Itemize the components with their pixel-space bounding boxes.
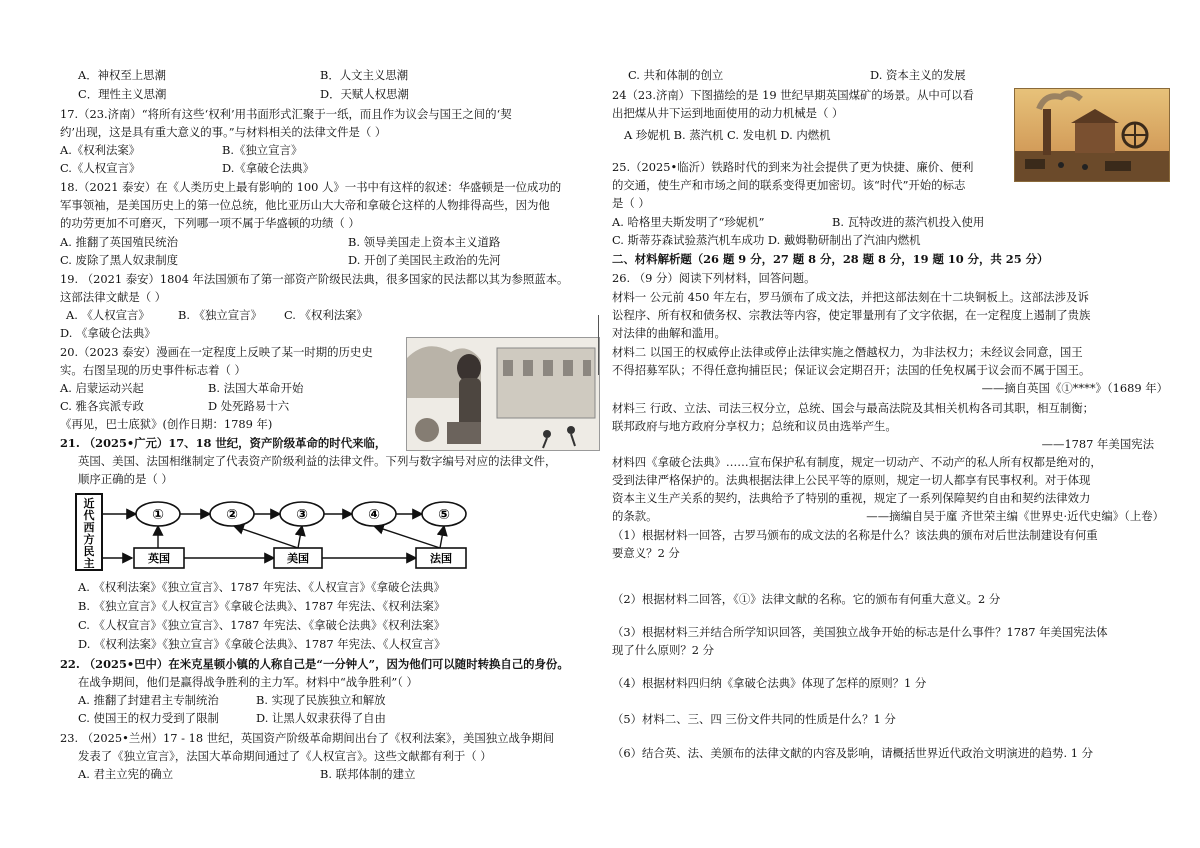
- left-text-line-l27: B. 法国大革命开始: [208, 381, 304, 395]
- constitution-flow-diagram: [74, 490, 474, 574]
- diagram-vertical-char: 近: [83, 497, 95, 510]
- left-text-line-l06: 约’出现，这是具有重大意义的事。”与材料相关的法律文件是（ ）: [60, 125, 387, 139]
- diagram-vertical-char: 主: [83, 557, 95, 570]
- right-text-line-r13: 26. （9 分）阅读下列材料，回答问题。: [612, 271, 816, 285]
- right-text-line-r19: ——摘自英国《①****》（1689 年）: [981, 381, 1168, 395]
- left-text-line-l29: D 处死路易十六: [208, 399, 290, 413]
- left-text-line-l07: A.《权利法案》: [60, 143, 141, 157]
- left-text-line-l22: C. 《权利法案》: [284, 308, 368, 322]
- right-text-line-r02: D. 资本主义的发展: [870, 68, 966, 82]
- right-text-line-r07: 的交通，使生产和市场之间的联系变得更加密切。该“时代”开始的标志: [612, 178, 966, 192]
- left-text-line-l39: 在战争期间，他们是赢得战争胜利的主力军。材料中“战争胜利”（ ）: [78, 675, 418, 689]
- diagram-node-label: ⑤: [438, 507, 450, 523]
- left-text-line-l02: B．人文主义思潮: [320, 68, 409, 82]
- right-text-line-r18: 不得招募军队；不得任意拘捕臣民；保证议会定期召开；法国的任免权属于议会而不属于国王。: [612, 363, 1091, 377]
- left-text-line-l26: A. 启蒙运动兴起: [60, 381, 144, 395]
- right-text-line-r15: 讼程序、所有权和债务权、宗教法等内容，使定罪量刑有了文字依据，在一定程度上遏制了贵族: [612, 308, 1091, 322]
- column-divider: [598, 315, 599, 375]
- right-text-line-r12: 二、材料解析题（26 题 9 分，27 题 8 分，28 题 8 分，19 题 10 分，共 25 分）: [612, 252, 1049, 266]
- left-text-line-l41: B. 实现了民族独立和解放: [256, 693, 386, 707]
- left-text-line-l47: B. 联邦体制的建立: [320, 767, 416, 781]
- left-text-line-l30: 《再见，巴士底狱》(创作日期：1789 年): [60, 417, 273, 431]
- right-text-line-r25: 资本主义生产关系的契约，法典给予了特别的重视，规定了一系列保障契约自由和契约法律效力: [612, 491, 1091, 505]
- left-text-line-l09: C.《人权宣言》: [60, 161, 141, 175]
- left-text-line-l04: D．天赋人权思潮: [320, 87, 409, 101]
- coal-mine-drawing: [1015, 89, 1169, 181]
- left-text-line-l05: 17.（23.济南）“将所有这些‘权利’用书面形式汇聚于一纸，而且作为议会与国王之间的‘契: [60, 107, 512, 121]
- right-text-line-r35: （6）结合英、法、美颁布的法律文献的内容及影响，请概括世界近代政治文明演进的趋势. 1 分: [612, 746, 1093, 760]
- left-text-line-l19: 这部法律文献是（ ）: [60, 290, 167, 304]
- right-text-line-r33: （4）根据材料四归纳《拿破仑法典》体现了怎样的原则？1 分: [612, 676, 927, 690]
- right-text-line-r21: 联邦政府与地方政府分享权力；总统和议员由选举产生。: [612, 419, 897, 433]
- bastille-cartoon-image: [406, 337, 600, 451]
- right-text-line-r10: B. 瓦特改进的蒸汽机投入使用: [832, 215, 985, 229]
- left-text-line-l16: C. 废除了黑人奴隶制度: [60, 253, 179, 267]
- diagram-country-label: 美国: [287, 552, 309, 565]
- diagram-vertical-char: 西: [83, 521, 95, 534]
- left-text-line-l20: A. 《人权宣言》: [66, 308, 150, 322]
- left-text-line-l18: 19. （2021 泰安）1804 年法国颁布了第一部资产阶级民法典，很多国家的民法都以其为参照蓝本。: [60, 272, 569, 286]
- left-text-line-l03: C．理性主义思潮: [78, 87, 167, 101]
- right-text-line-r03: 24（23.济南）下图描绘的是 19 世纪早期英国煤矿的场景。从中可以看: [612, 88, 974, 102]
- left-text-line-l40: A. 推翻了封建君主专制统治: [78, 693, 219, 707]
- right-text-line-r04: 出把煤从井下运到地面使用的动力机械是（ ）: [612, 106, 844, 120]
- right-text-line-r09: A. 哈格里夫斯发明了“珍妮机”: [612, 215, 765, 229]
- left-text-line-l14: A. 推翻了英国殖民统治: [60, 235, 178, 249]
- left-text-line-l35: B. 《独立宣言》《人权宣言》《拿破仑法典》、1787 年宪法、《权利法案》: [78, 599, 446, 613]
- right-text-line-r29: 要意义？2 分: [612, 546, 680, 560]
- right-text-line-r06: 25.（2025•临沂）铁路时代的到来为社会提供了更为快捷、廉价、便利: [612, 160, 974, 174]
- diagram-node-label: ①: [152, 507, 164, 523]
- right-text-line-r27: ——摘编自吴于廑 齐世荣主编《世界史·近代史编》（上卷）: [866, 509, 1164, 523]
- diagram-node-label: ④: [368, 507, 380, 523]
- left-text-line-l46: A. 君主立宪的确立: [78, 767, 174, 781]
- right-text-line-r23: 材料四《拿破仑法典》……宣布保护私有制度，规定一切动产、不动产的私人所有权都是绝对的，: [612, 455, 1102, 469]
- left-text-line-l45: 发表了《独立宣言》，法国大革命期间通过了《人权宣言》。这些文献都有利于（ ）: [78, 749, 492, 763]
- diagram-node-label: ②: [226, 507, 238, 523]
- left-text-line-l34: A. 《权利法案》《独立宣言》、1787 年宪法、《人权宣言》《拿破仑法典》: [78, 580, 445, 594]
- left-text-line-l15: B. 领导美国走上资本主义道路: [348, 235, 501, 249]
- right-text-line-r30: （2）根据材料二回答，《①》法律文献的名称。它的颁布有何重大意义。2 分: [612, 592, 1001, 606]
- right-text-line-r20: 材料三 行政、立法、司法三权分立，总统、国会与最高法院及其相关机构各司其职，相互制衡；: [612, 401, 1095, 415]
- left-text-line-l44: 23. （2025•兰州）17 - 18 世纪，英国资产阶级革命期间出台了《权利法案》，美国独立战争期间: [60, 731, 555, 745]
- right-text-line-r28: （1）根据材料一回答，古罗马颁布的成文法的名称是什么？该法典的颁布对后世法制建设有何重: [612, 528, 1098, 542]
- left-text-line-l12: 军事领袖，是美国历史上的第一位总统，他比亚历山大大帝和拿破仑这样的人物排得高些，因为他: [60, 198, 550, 212]
- left-text-line-l08: B.《独立宣言》: [222, 143, 303, 157]
- diagram-node-label: ③: [296, 507, 308, 523]
- right-text-line-r32: 现了什么原则？2 分: [612, 643, 714, 657]
- left-text-line-l17: D. 开创了美国民主政治的先河: [348, 253, 501, 267]
- right-text-line-r01: C. 共和体制的创立: [628, 68, 724, 82]
- left-text-line-l24: 20.（2023 泰安）漫画在一定程度上反映了某一时期的历史史: [60, 345, 373, 359]
- coal-mine-painting: [1014, 88, 1170, 182]
- left-text-line-l37: D. 《权利法案》《独立宣言》《拿破仑法典》、1787 年宪法、《人权宣言》: [78, 637, 446, 651]
- left-text-line-l13: 的功劳更加不可磨灭，下列哪一项不属于华盛顿的功绩（ ）: [60, 216, 360, 230]
- right-text-line-r26: 的条款。: [612, 509, 658, 523]
- left-text-line-l01: A．神权至上思潮: [78, 68, 166, 82]
- right-text-line-r24: 受到法律严格保护的。法典根据法律上公民平等的原则，规定一切人都享有民事权利。对于体现: [612, 473, 1091, 487]
- left-text-line-l42: C. 使国王的权力受到了限制: [78, 711, 219, 725]
- left-text-line-l21: B. 《独立宣言》: [178, 308, 262, 322]
- right-text-line-r22: ——1787 年美国宪法: [1041, 437, 1154, 451]
- left-text-line-l31: 21. （2025•广元）17、18 世纪，资产阶级革命的时代来临，: [60, 436, 387, 450]
- left-text-line-l38: 22. （2025•巴中）在米克星顿小镇的人称自己是“一分钟人”，因为他们可以随时转换自己的身份。: [60, 657, 569, 671]
- left-text-line-l28: C. 雅各宾派专政: [60, 399, 144, 413]
- left-text-line-l10: D.《拿破仑法典》: [222, 161, 315, 175]
- right-text-line-r11: C. 斯蒂芬森试验蒸汽机车成功 D. 戴姆勒研制出了汽油内燃机: [612, 233, 921, 247]
- left-text-line-l43: D. 让黑人奴隶获得了自由: [256, 711, 386, 725]
- left-text-line-l32: 英国、美国、法国相继制定了代表资产阶级利益的法律文件。下列与数字编号对应的法律文件，: [78, 454, 557, 468]
- right-text-line-r17: 材料二 以国王的权威停止法律或停止法律实施之僭越权力，为非法权力；未经议会同意，国王: [612, 345, 1083, 359]
- left-text-line-l23: D. 《拿破仑法典》: [60, 326, 156, 340]
- left-text-line-l11: 18.（2021 泰安）在《人类历史上最有影响的 100 人》一书中有这样的叙述：华盛顿是一位成功的: [60, 180, 562, 194]
- right-text-line-r31: （3）根据材料三并结合所学知识回答，美国独立战争开始的标志是什么事件？1787 年美国宪法体: [612, 625, 1108, 639]
- right-text-line-r14: 材料一 公元前 450 年左右，罗马颁布了成文法，并把这部法刻在十二块铜板上。这部法涉及诉: [612, 290, 1089, 304]
- flow-diagram-svg: [74, 490, 474, 574]
- diagram-vertical-char: 代: [83, 509, 95, 522]
- diagram-country-label: 法国: [430, 552, 452, 565]
- left-text-line-l33: 顺序正确的是（ ）: [78, 472, 173, 486]
- right-text-line-r34: （5）材料二、三、四 三份文件共同的性质是什么？1 分: [612, 712, 896, 726]
- diagram-country-label: 英国: [148, 552, 170, 565]
- bastille-cartoon-drawing: [407, 338, 599, 450]
- left-text-line-l25: 实。右图呈现的历史事件标志着（ ）: [60, 363, 246, 377]
- right-text-line-r05: A 珍妮机 B. 蒸汽机 C. 发电机 D. 内燃机: [624, 128, 831, 142]
- diagram-vertical-char: 方: [83, 533, 95, 546]
- left-text-line-l36: C. 《人权宣言》《独立宣言》、1787 年宪法、《拿破仑法典》《权利法案》: [78, 618, 446, 632]
- right-text-line-r16: 对法律的曲解和滥用。: [612, 326, 726, 340]
- diagram-vertical-char: 民: [83, 545, 95, 558]
- right-text-line-r08: 是（ ）: [612, 196, 650, 210]
